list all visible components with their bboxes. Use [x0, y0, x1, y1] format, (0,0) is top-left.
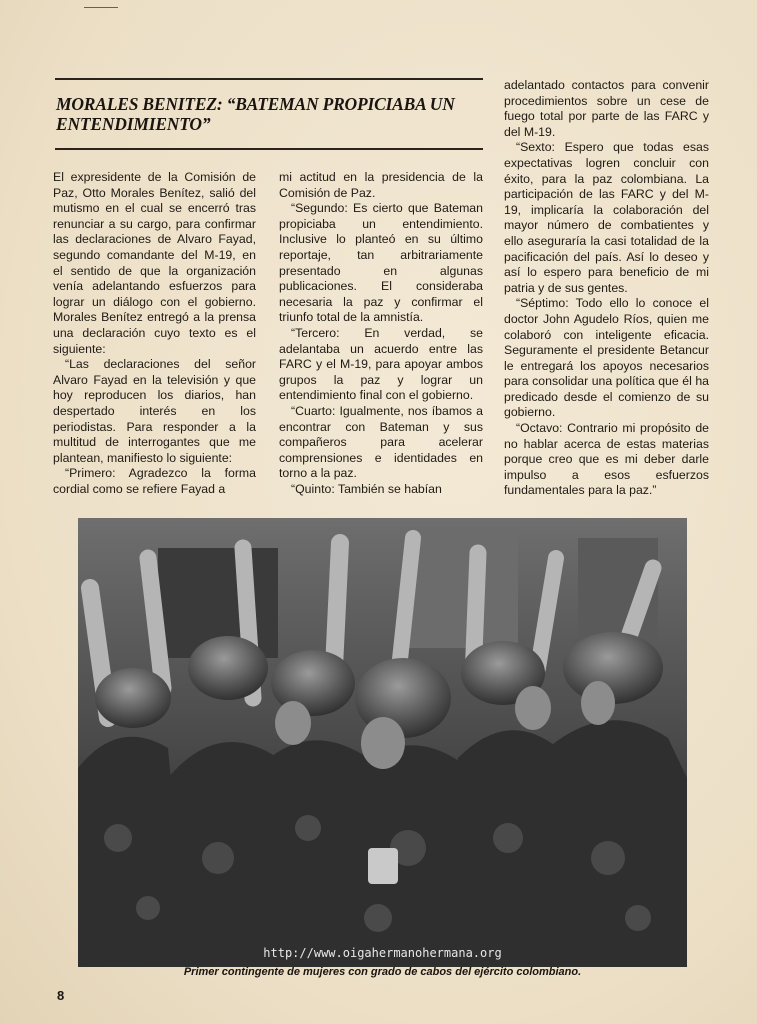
- paragraph: “Octavo: Contrario mi propósito de no hablar acerca de estas materias porque creo que es mi deber darle impulso a esos esfuerzos fundamentales para la paz.”: [504, 421, 709, 498]
- paragraph: mi actitud en la presidencia de la Comisión de Paz.: [279, 170, 483, 200]
- headline-top-rule: [55, 78, 483, 80]
- paragraph: adelantado contactos para convenir procedimientos sobre un cese de fuego total por parte de las FARC y del M-19.: [504, 78, 709, 139]
- paragraph: “Quinto: También se habían: [291, 481, 442, 496]
- soldiers-photo: [78, 518, 687, 967]
- paragraph: “Sexto: Espero que todas esas expectativas logren concluir con éxito, para la paz colombiana. La participación de las FARC y del M-19, implicaría la colaboración del mayor número de combatientes y ello aseguraría la casi totalidad de la pacificación del país. Así lo deseo y así lo espero para beneficio de mi patria y de sus gentes.: [504, 140, 709, 295]
- paragraph: “Segundo: Es cierto que Bateman propiciaba un entendimiento. Inclusive lo planteó en su último reportaje, tan arbitrariamente presentado en algunas publicaciones. El consideraba necesaria la paz y confirmar el triunfo total de la amnistía.: [279, 201, 483, 325]
- paragraph: “Séptimo: Todo ello lo conoce el doctor John Agudelo Ríos, quien me colaboró con inteligente eficacia. Seguramente el presidente Betancur le entregará los apoyos necesarios para consolidar una política que él ha predicado desde el comienzo de su gobierno.: [504, 296, 709, 420]
- watermark-url: http://www.oigahermanohermana.org: [263, 946, 502, 960]
- top-edge-rule: [84, 7, 118, 8]
- text-column-1: [53, 170, 256, 497]
- paragraph: “Primero: Agradezco la forma cordial como se refiere Fayad a: [53, 466, 256, 496]
- photo-illustration: [78, 518, 687, 967]
- paragraph: “Las declaraciones del señor Alvaro Fayad en la televisión y que hoy reproducen los diarios, han despertado interés en los periodistas. Para responder a la multitud de interrogantes que me plantean, manifiesto lo siguiente:: [53, 357, 256, 465]
- paragraph: El expresidente de la Comisión de Paz, Otto Morales Benítez, salió del mutismo en el cual se encerró tras renunciar a su cargo, para confirmar las declaraciones de Alvaro Fayad, segundo comandante del M-19, en el sentido de que la organización venía adelantando esfuerzos para lograr un diálogo con el gobierno. Morales Benítez entregó a la prensa una declaración cuyo texto es el siguiente:: [53, 170, 256, 356]
- headline-bottom-rule: [55, 148, 483, 150]
- text-column-2: [279, 170, 483, 497]
- article-headline: MORALES BENITEZ: “BATEMAN PROPICIABA UN ENTENDIMIENTO”: [56, 94, 455, 134]
- photo-caption: Primer contingente de mujeres con grado de cabos del ejército colombiano.: [183, 966, 582, 978]
- paragraph: “Cuarto: Igualmente, nos íbamos a encontrar con Bateman y sus compañeros para acelerar comprensiones e identidades en torno a la paz.: [279, 403, 483, 481]
- page-number: 8: [57, 988, 65, 1003]
- text-column-3: [504, 78, 709, 499]
- paragraph: “Tercero: En verdad, se adelantaba un acuerdo entre las FARC y el M-19, para apoyar ambos grupos la paz y lograr un entendimiento final con el gobierno.: [279, 325, 483, 403]
